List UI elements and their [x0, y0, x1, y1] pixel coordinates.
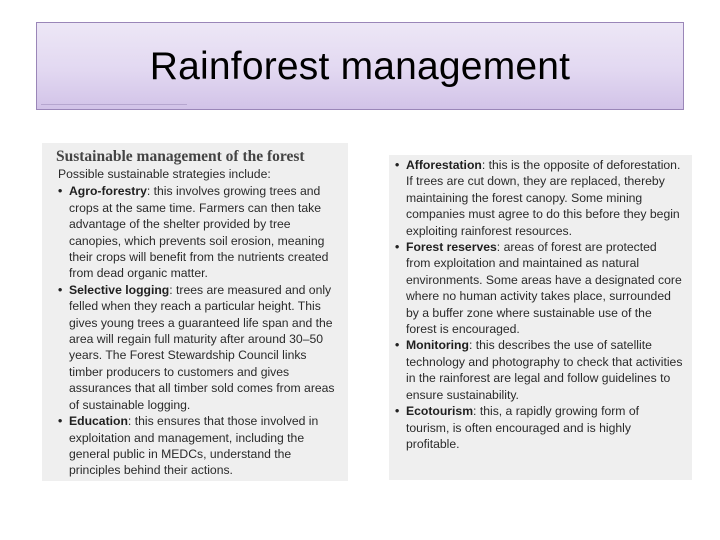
- list-item-agro-forestry: [58, 183, 342, 281]
- term-afforestation: Afforestation: [406, 158, 482, 172]
- description-afforestation: : this is the opposite of deforestation. If trees are cut down, they are replaced, thereby maintaining the forest canopy. Some mining companies must agree to do this before they begin exploiting rainforest resources.: [406, 158, 681, 238]
- description-education: : this ensures that those involved in exploitation and management, including the general public in MEDCs, understand the principles behind their actions.: [69, 414, 319, 478]
- term-agro-forestry: Agro-forestry: [69, 184, 147, 199]
- slide-title-box: [36, 22, 684, 110]
- term-ecotourism: Ecotourism: [406, 404, 474, 419]
- term-monitoring: Monitoring: [406, 338, 469, 353]
- slide-title: Rainforest management: [149, 45, 571, 88]
- list-item-ecotourism: [395, 403, 684, 452]
- description-selective-logging: : trees are measured and only felled when they reach a particular height. This gives young trees a guaranteed life span and the area will regain full maturity after around 30–50 years. The Forest Stewardship Council links timber producers to customers and gives assurances that all timber sold comes from areas of sustainable logging.: [69, 282, 335, 412]
- description-monitoring: : this describes the use of satellite technology and photography to check that activities in the rainforest are legal and follow guidelines to ensure sustainability.: [406, 338, 683, 402]
- list-item-monitoring: [395, 337, 684, 403]
- list-item-selective-logging: [58, 282, 342, 413]
- description-forest-reserves: : areas of forest are protected from exploitation and maintained as natural environments. Some areas have a designated core where no human activity takes place, surrounded by a buffer zone where sustainable use of the forest is encouraged.: [406, 240, 682, 337]
- description-ecotourism: : this, a rapidly growing form of tourism, is often encouraged and is highly profitable.: [406, 404, 640, 451]
- right-textbook-scan: [389, 155, 692, 480]
- description-agro-forestry: : this involves growing trees and crops at the same time. Farmers can then take advantage of the shelter provided by tree canopies, which prevents soil erosion, meaning their crops will benefit from the nutrients created from dead organic matter.: [69, 184, 329, 281]
- list-item-forest-reserves: [395, 239, 684, 337]
- term-education: Education: [69, 414, 128, 429]
- term-forest-reserves: Forest reserves: [406, 240, 497, 255]
- list-item-afforestation: [395, 157, 684, 239]
- term-selective-logging: Selective logging: [69, 282, 170, 297]
- strategy-list-left: [58, 183, 342, 478]
- section-heading: Sustainable management of the forest: [56, 148, 305, 165]
- title-underline-decoration: [41, 104, 187, 105]
- strategy-list-right: [395, 157, 684, 452]
- list-item-education: [58, 413, 342, 479]
- intro-text: Possible sustainable strategies include:: [58, 167, 271, 181]
- left-textbook-scan: [42, 143, 348, 481]
